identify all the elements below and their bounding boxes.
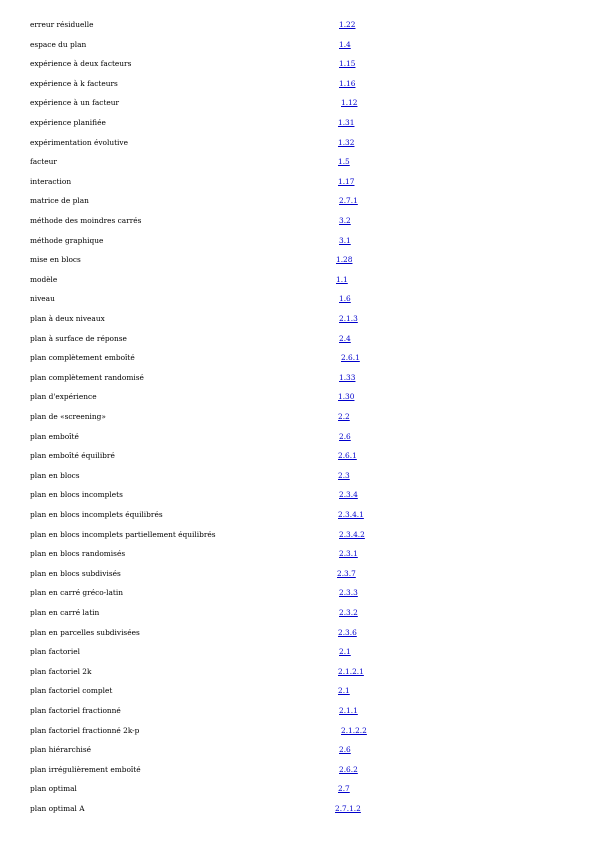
index-term: interaction [30,176,72,186]
index-term: plan irrégulièrement emboîté [30,764,141,774]
index-entry [0,254,595,268]
index-entry [0,313,595,327]
index-ref-link[interactable]: 2.1.3 [339,314,358,323]
index-term: mise en blocs [30,255,81,265]
index-ref-link[interactable]: 2.4 [339,333,351,343]
index-ref-link[interactable]: 2.1.1 [339,706,358,715]
index-ref-link[interactable]: 1.31 [338,118,355,127]
index-entry [0,39,595,53]
index-ref-link[interactable]: 1.6 [339,294,351,304]
index-ref-link[interactable]: 1.5 [338,157,350,167]
index-term: plan en blocs incomplets équilibrés [30,510,163,519]
index-entry [0,685,595,699]
index-term: plan complètement emboîté [30,353,135,363]
index-entry [0,372,595,386]
index-ref-link[interactable]: 1.12 [341,98,358,108]
index-ref-link[interactable]: 1.15 [339,59,356,69]
index-term: modèle [30,274,58,284]
index-term: plan factoriel fractionné 2k-p [30,725,140,735]
index-entry [0,489,595,503]
index-ref-link[interactable]: 3.1 [339,235,351,245]
index-entry [0,293,595,307]
index-ref-link[interactable]: 1.4 [339,39,351,49]
index-term: expérience à deux facteurs [30,59,132,69]
index-ref-link[interactable]: 1.32 [338,137,355,147]
index-entry [0,215,595,229]
index-term: plan optimal [30,784,77,794]
index-entry [0,666,595,680]
index-entry [0,470,595,484]
index-entry [0,78,595,92]
index-term: plan en blocs incomplets partiellement équilibrés [30,529,216,539]
index-term: erreur résiduelle [30,20,94,29]
index-entry [0,509,595,523]
index-ref-link[interactable]: 2.7.1 [339,196,358,206]
index-ref-link[interactable]: 1.17 [338,176,355,186]
index-entry [0,725,595,739]
index-entry [0,97,595,111]
index-term: plan à surface de réponse [30,333,127,343]
index-entry [0,391,595,405]
index-entry [0,235,595,249]
index-term: plan à deux niveaux [30,314,105,323]
index-ref-link[interactable]: 2.3.7 [337,568,356,578]
index-ref-link[interactable]: 2.3.3 [339,588,358,598]
index-entry [0,58,595,72]
index-entry [0,627,595,641]
index-entry [0,529,595,543]
index-ref-link[interactable]: 1.1 [336,274,348,284]
index-entry [0,764,595,778]
index-term: facteur [30,157,57,167]
index-entry [0,705,595,719]
index-term: plan en blocs subdivisés [30,568,121,578]
index-ref-link[interactable]: 2.6.1 [341,353,360,363]
index-ref-link[interactable]: 2.1.2.2 [341,725,367,735]
index-ref-link[interactable]: 2.6 [339,431,351,441]
index-term: plan emboîté [30,431,79,441]
index-term: plan en blocs incomplets [30,490,123,500]
index-ref-link[interactable]: 2.3.4.2 [339,529,365,539]
index-entry [0,744,595,758]
index-term: plan en blocs randomisés [30,549,126,559]
index-ref-link[interactable]: 2.3.4 [339,490,358,500]
index-entry [0,352,595,366]
index-term: plan factoriel [30,647,80,657]
index-ref-link[interactable]: 2.1.2.1 [338,666,364,676]
index-entry [0,333,595,347]
index-ref-link[interactable]: 2.3.4.1 [338,510,364,519]
index-term: expérience à un facteur [30,98,120,108]
index-term: plan en carré latin [30,608,100,617]
index-term: plan optimal A [30,804,85,813]
index-term: plan en carré gréco-latin [30,588,124,598]
index-term: plan de «screening» [30,412,106,421]
index-term: méthode graphique [30,235,104,245]
index-entry [0,156,595,170]
index-term: matrice de plan [30,196,89,206]
index-ref-link[interactable]: 2.2 [338,412,350,421]
index-ref-link[interactable]: 1.22 [339,20,356,29]
index-ref-link[interactable]: 1.28 [336,255,353,265]
index-entry [0,548,595,562]
index-ref-link[interactable]: 1.33 [339,372,356,382]
index-entry [0,137,595,151]
index-entry [0,19,595,33]
index-ref-link[interactable]: 2.3 [338,470,350,480]
index-ref-link[interactable]: 2.7 [338,784,350,794]
index-entry [0,646,595,660]
index-ref-link[interactable]: 2.7.1.2 [335,804,361,813]
index-entry [0,803,595,817]
index-entry [0,274,595,288]
index-term: expérience planifiée [30,118,106,127]
index-ref-link[interactable]: 2.6 [339,745,351,755]
index-term: plan factoriel complet [30,686,113,696]
index-term: plan en parcelles subdivisées [30,627,140,637]
index-term: plan emboîté équilibré [30,451,115,461]
index-term: plan en blocs [30,470,80,480]
index-term: niveau [30,294,55,304]
index-entry [0,587,595,601]
index-entry [0,450,595,464]
index-entry [0,568,595,582]
index-entry [0,411,595,425]
index-ref-link[interactable]: 2.1 [338,686,350,696]
index-entry [0,783,595,797]
index-ref-link[interactable]: 1.30 [338,392,355,402]
index-ref-link[interactable]: 2.6.2 [339,764,358,774]
index-term: plan d'expérience [30,392,97,402]
index-entry [0,431,595,445]
index-term: plan hiérarchisé [30,745,92,755]
index-ref-link[interactable]: 2.3.6 [338,627,357,637]
index-ref-link[interactable]: 2.3.2 [339,608,358,617]
index-ref-link[interactable]: 1.16 [339,78,356,88]
index-ref-link[interactable]: 2.6.1 [338,451,357,461]
index-term: espace du plan [30,39,87,49]
index-term: plan factoriel fractionné [30,706,121,715]
index-entry [0,176,595,190]
index-entry [0,195,595,209]
index-term: expérimentation évolutive [30,137,128,147]
index-term: plan factoriel 2k [30,666,92,676]
index-ref-link[interactable]: 2.1 [339,647,351,657]
index-term: méthode des moindres carrés [30,216,142,225]
index-term: plan complètement randomisé [30,372,144,382]
index-term: expérience à k facteurs [30,78,118,88]
index-ref-link[interactable]: 3.2 [339,216,351,225]
index-entry [0,117,595,131]
index-ref-link[interactable]: 2.3.1 [339,549,358,559]
index-entry [0,607,595,621]
